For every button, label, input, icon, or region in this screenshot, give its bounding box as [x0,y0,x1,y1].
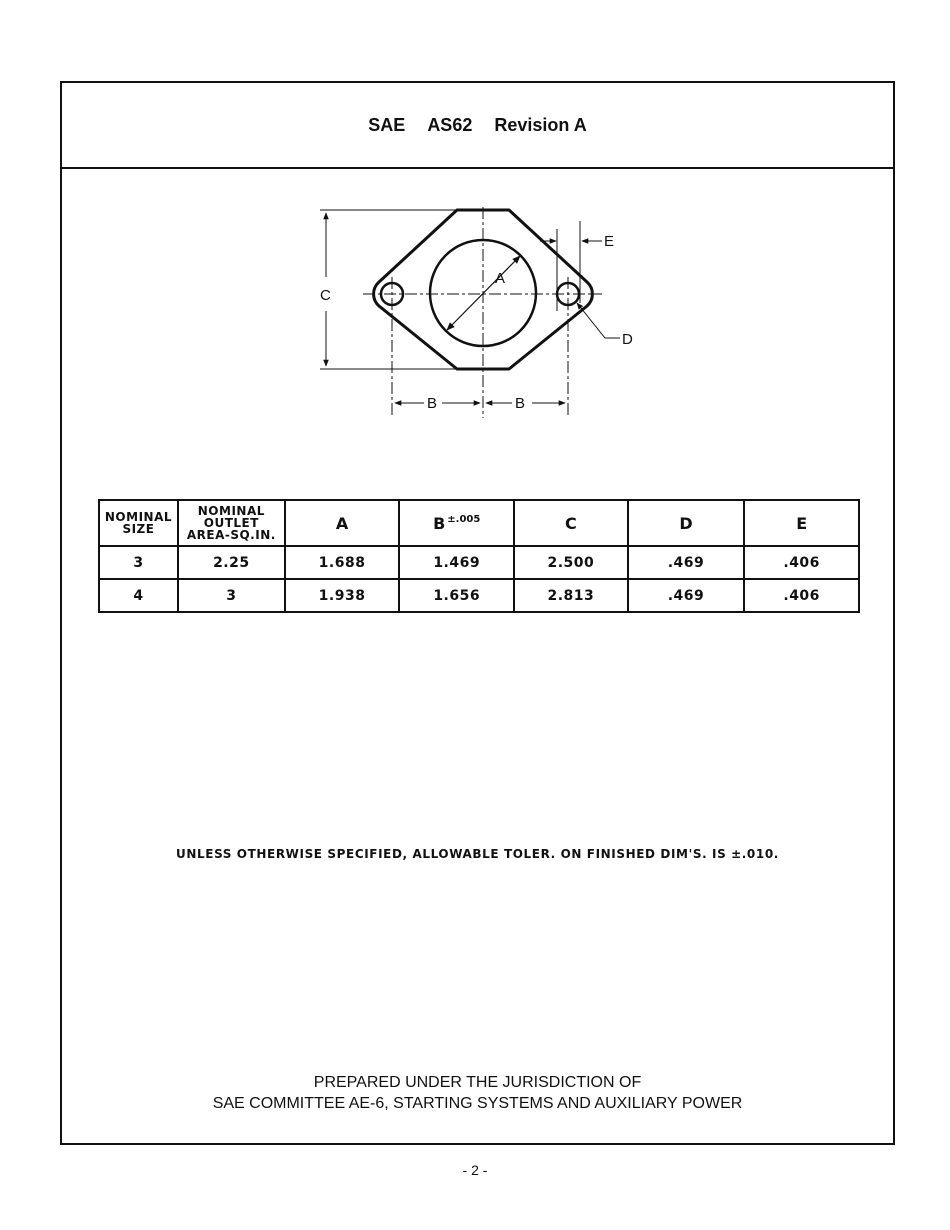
flange-diagram [312,203,642,418]
table-row [99,546,859,579]
document-title [368,115,586,136]
cell-size: 4 [99,579,178,612]
table-header-row [99,500,859,546]
header-c: C [514,500,628,546]
label-b-left: B [427,395,438,412]
cell-area: 3 [178,579,285,612]
prepared-line-2: SAE COMMITTEE AE-6, STARTING SYSTEMS AND AUXILIARY POWER [212,1095,743,1112]
revision: Revision A [494,114,587,135]
doc-number: AS62 [427,114,473,135]
document-frame [60,81,895,1145]
document-header [62,83,893,169]
label-a: A [495,270,506,287]
prepared-statement [62,1072,893,1114]
header-d: D [628,500,745,546]
cell-e: .406 [744,579,859,612]
prepared-line-1: PREPARED UNDER THE JURISDICTION OF [313,1074,642,1091]
header-b: B $^{\pm.005}$ [399,500,514,546]
cell-d: .469 [628,579,745,612]
header-a: A [285,500,400,546]
tolerance-note: UNLESS OTHERWISE SPECIFIED, ALLOWABLE TOLER. ON FINISHED DIM'S. IS ±.010. [176,847,779,861]
cell-b: 1.656 [399,579,514,612]
page-number: - 2 - [462,1162,488,1178]
cell-area: 2.25 [178,546,285,579]
label-e: E [604,233,615,250]
label-d: D [622,331,633,348]
cell-a: 1.688 [285,546,400,579]
cell-e: .406 [744,546,859,579]
header-e: E [744,500,859,546]
header-nominal-size: NOMINAL SIZE [99,500,178,546]
header-outlet-area: NOMINAL OUTLET AREA-SQ.IN. [178,500,285,546]
table-row [99,579,859,612]
label-c: C [320,287,331,304]
label-b-right: B [515,395,526,412]
cell-size: 3 [99,546,178,579]
cell-b: 1.469 [399,546,514,579]
cell-c: 2.813 [514,579,628,612]
dimension-table [98,499,860,613]
flange-drawing [312,203,642,418]
cell-c: 2.500 [514,546,628,579]
org-name: SAE [368,114,406,135]
cell-d: .469 [628,546,745,579]
cell-a: 1.938 [285,579,400,612]
